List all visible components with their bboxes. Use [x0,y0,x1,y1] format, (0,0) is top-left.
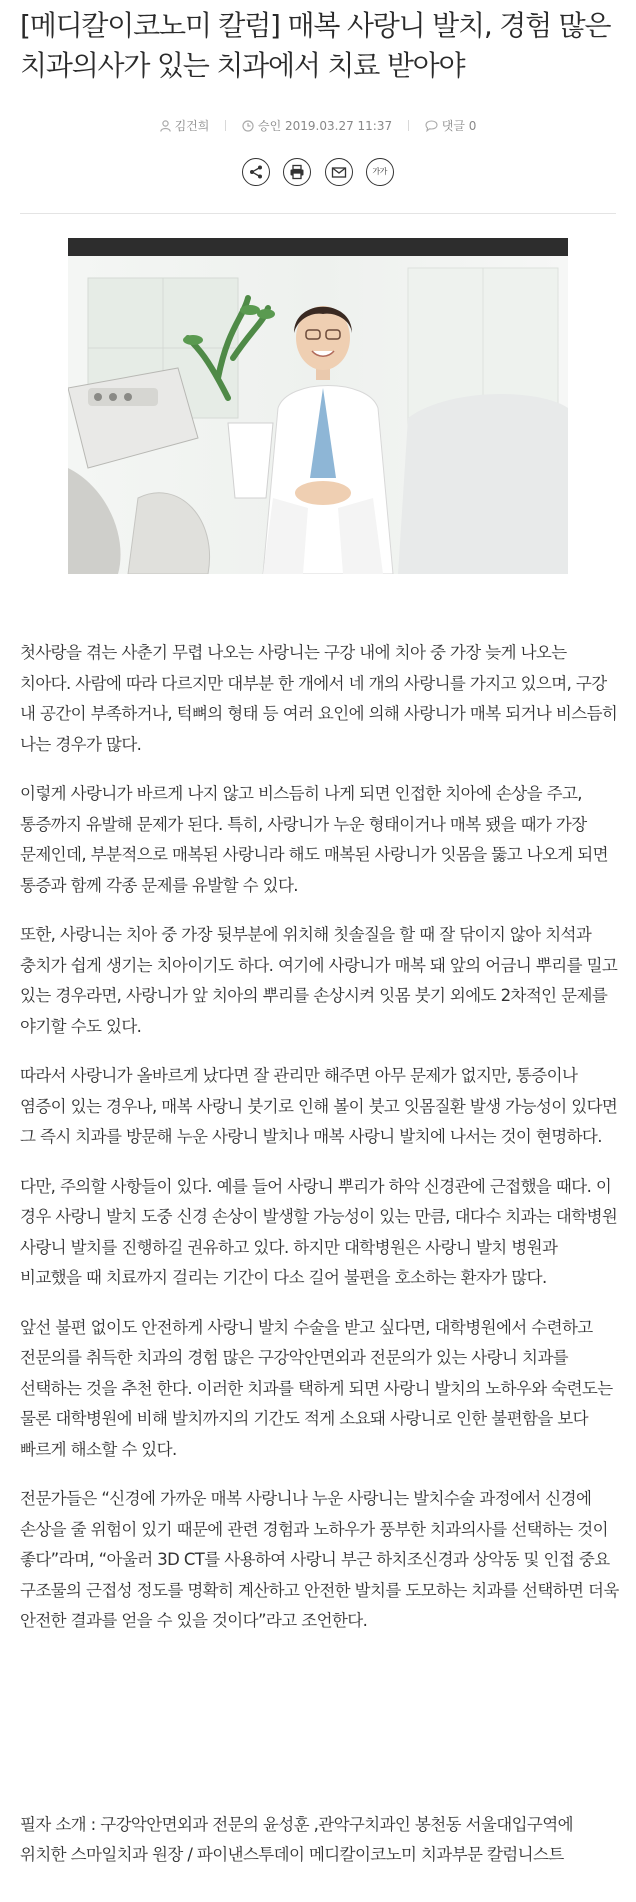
article-paragraph: 또한, 사랑니는 치아 중 가장 뒷부분에 위치해 칫솔질을 할 때 잘 닦이지 않아 치석과 충치가 쉽게 생기는 치아이기도 하다. 여기에 사랑니가 매복 돼 앞의 어금니 뿌리를 밀고 있는 경우라면, 사랑니가 앞 치아의 뿌리를 손상시켜 잇몸 붓기 외에도 2차적인 문제를 야기할 수도 있다. [20,925,618,1036]
article-meta [0,117,636,134]
date-info [242,118,392,134]
approved-date: 승인 2019.03.27 11:37 [258,118,393,133]
font-size-button[interactable] [366,158,394,186]
article-body [20,638,620,1656]
author-info [160,118,210,134]
author-intro: 필자 소개 : 구강악안면외과 전문의 윤성훈 ,관악구치과인 봉천동 서울대입구역에 위치한 스마일치과 원장 / 파이낸스투데이 메디칼이코노미 치과부문 칼럼니스트 [20,1815,573,1864]
comment-icon [425,120,438,132]
clock-icon [242,120,254,132]
article-paragraph: 따라서 사랑니가 올바르게 났다면 잘 관리만 해주면 아무 문제가 없지만, 통증이나 염증이 있는 경우나, 매복 사랑니 붓기로 인해 볼이 붓고 잇몸질환 발생 가능성이 있다면 그 즉시 치과를 방문해 누운 사랑니 발치나 매복 사랑니 발치에 나서는 것이 현명하다. [20,1066,618,1146]
comment-count: 댓글 0 [441,118,477,133]
author-name: 김건희 [174,118,210,133]
person-icon [160,120,171,132]
share-icon [248,164,264,180]
print-button[interactable] [283,158,311,186]
meta-divider [408,120,409,131]
share-toolbar [0,158,636,186]
article-title: [메디칼이코노미 칼럼] 매복 사랑니 발치, 경험 많은 치과의사가 있는 치과에서 치료 받아야 [20,9,611,82]
print-icon [289,164,305,180]
header-divider [20,213,616,214]
font-size-label: 가가 [372,167,387,176]
article-photo [68,238,568,574]
share-button[interactable] [242,158,270,186]
meta-divider [225,120,226,131]
comment-info[interactable] [425,118,477,134]
article-paragraph: 이렇게 사랑니가 바르게 나지 않고 비스듬히 나게 되면 인접한 치아에 손상을 주고, 통증까지 유발해 문제가 된다. 특히, 사랑니가 누운 형태이거나 매복 됐을 때가 가장 문제인데, 부분적으로 매복된 사랑니라 해도 매복된 사랑니가 잇몸을 뚫고 나오게 되면 통증과 함께 각종 문제를 유발할 수 있다. [20,784,608,895]
article-paragraph: 다만, 주의할 사항들이 있다. 예를 들어 사랑니 뿌리가 하악 신경관에 근접했을 때다. 이 경우 사랑니 발치 도중 신경 손상이 발생할 가능성이 있는 만큼, 대다수 치과는 대학병원 사랑니 발치를 진행하길 권유하고 있다. 하지만 대학병원은 사랑니 발치 병원과 비교했을 때 치료까지 걸리는 기간이 다소 길어 불편을 호소하는 환자가 많다. [20,1176,618,1287]
article-paragraph: 앞선 불편 없이도 안전하게 사랑니 발치 수술을 받고 싶다면, 대학병원에서 수련하고 전문의를 취득한 치과의 경험 많은 구강악안면외과 전문의가 있는 사랑니 치과를 선택하는 것을 추천 한다. 이러한 치과를 택하게 되면 사랑니 발치의 노하우와 숙련도는 물론 대학병원에 비해 발치까지의 기간도 적게 소요돼 사랑니로 인한 불편함을 보다 빠르게 해소할 수 있다. [20,1317,613,1459]
mail-icon [331,164,347,180]
article-paragraph: 첫사랑을 겪는 사춘기 무렵 나오는 사랑니는 구강 내에 치아 중 가장 늦게 나오는 치아다. 사람에 따라 다르지만 대부분 한 개에서 네 개의 사랑니를 가지고 있으며, 구강 내 공간이 부족하거나, 턱뼈의 형태 등 여러 요인에 의해 사랑니가 매복 되거나 비스듬히 나는 경우가 많다. [20,643,618,754]
email-button[interactable] [325,158,353,186]
article-paragraph: 전문가들은 “신경에 가까운 매복 사랑니나 누운 사랑니는 발치수술 과정에서 신경에 손상을 줄 위험이 있기 때문에 관련 경험과 노하우가 풍부한 치과의사를 선택하는 것이 좋다”라며, “아울러 3D CT를 사용하여 사랑니 부근 하치조신경과 상악동 및 인접 중요 구조물의 근접성 정도를 명확히 계산하고 안전한 발치를 도모하는 치과를 선택하면 더욱 안전한 결과를 얻을 수 있을 것이다”라고 조언한다. [20,1489,619,1630]
